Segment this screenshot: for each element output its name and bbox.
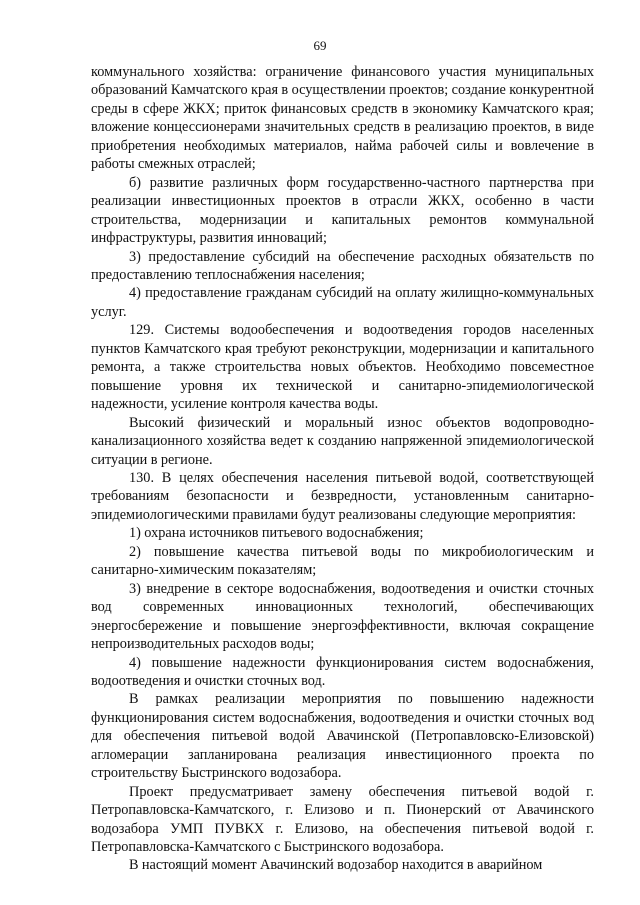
paragraph: коммунального хозяйства: ограничение финансового участия муниципальных образований Камчатского края в осуществлении проектов; создание конкурентной среды в сфере ЖКХ; приток финансовых средств в экономику Камчатского края; вложение концессионерами значительных средств в реализацию проектов, в виде приобретения необходимых материалов, найма рабочей силы и вовлечение в работы смежных отраслей; (91, 64, 594, 173)
paragraph: б) развитие различных форм государственно-частного партнерства при реализации инвестиционных проектов в отрасли ЖКХ, особенно в части строительства, модернизации и капитальных ремонтов коммунальной инфраструктуры, развития инноваций; (91, 174, 594, 247)
paragraph: 130. В целях обеспечения населения питьевой водой, соответствующей требованиям безопасности и безвредности, установленным санитарно-эпидемиологическими правилами будут реализованы следующие мероприятия: (91, 469, 594, 523)
paragraph: 3) предоставление субсидий на обеспечение расходных обязательств по предоставлению теплоснабжения населения; (91, 248, 594, 283)
paragraph: В настоящий момент Авачинский водозабор находится в аварийном (129, 857, 543, 874)
list-item: 1) охрана источников питьевого водоснабжения; (129, 525, 424, 542)
paragraph: Проект предусматривает замену обеспечения питьевой водой г. Петропавловска-Камчатского, г. Елизово и п. Пионерский от Авачинского водозабора УМП ПУВКХ г. Елизово, на обеспечения питьевой водой г. Петропавловска-Камчатского с Быстринского водозабора. (91, 783, 594, 856)
page-body (91, 63, 594, 875)
page-number: 69 (313, 38, 327, 53)
list-item: 4) повышение надежности функционирования систем водоснабжения, водоотведения и очистки сточных вод. (91, 654, 594, 689)
paragraph: 129. Системы водообеспечения и водоотведения городов населенных пунктов Камчатского края требуют реконструкции, модернизации и капитального ремонта, а также строительства новых объектов. Необходимо повсеместное повышение уровня их технической и санитарно-эпидемиологической надежности, усиление контроля качества воды. (91, 322, 594, 413)
list-item: 3) внедрение в секторе водоснабжения, водоотведения и очистки сточных вод современных инновационных технологий, обеспечивающих энергосбережение и повышение энергоэффективности, включая сокращение непроизводительных расходов воды; (91, 580, 594, 653)
paragraph: В рамках реализации мероприятия по повышению надежности функционирования систем водоснабжения, водоотведения и очистки сточных вод для обеспечения питьевой водой Авачинской (Петропавловско-Елизовской) агломерации запланирована реализация инвестиционного проекта по строительству Быстринского водозабора. (91, 691, 594, 782)
list-item: 2) повышение качества питьевой воды по микробиологическим и санитарно-химическим показателям; (91, 543, 594, 579)
paragraph: 4) предоставление гражданам субсидий на оплату жилищно-коммунальных услуг. (91, 285, 594, 320)
paragraph: Высокий физический и моральный износ объектов водопроводно-канализационного хозяйства ведет к созданию напряженной эпидемиологической ситуации в регионе. (91, 414, 594, 468)
